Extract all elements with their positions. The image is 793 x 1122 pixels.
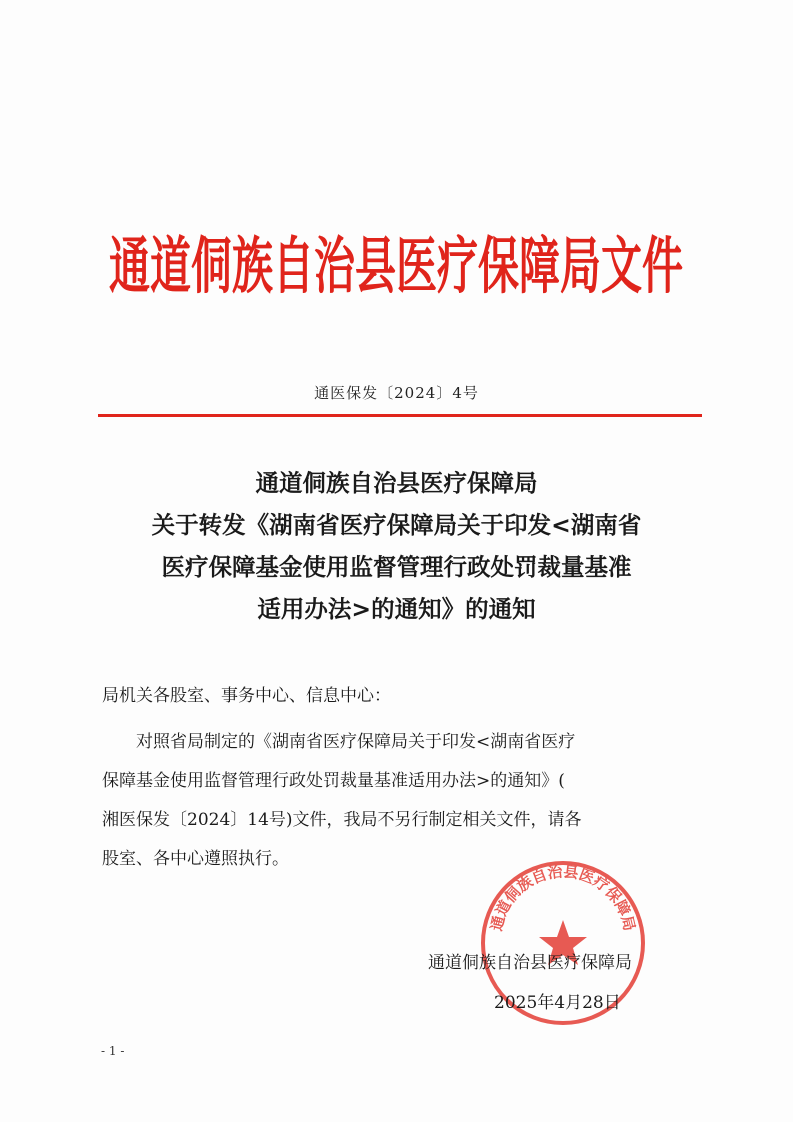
page-number: - 1 - [101, 1044, 125, 1058]
body-line: 股室、各中心遵照执行。 [102, 849, 289, 869]
body-paragraph [102, 723, 702, 879]
title-line: 通道侗族自治县医疗保障局 [255, 469, 538, 497]
signature-date: 2025年4月28日 [494, 993, 621, 1013]
document-number: 通医保发〔2024〕4号 [314, 384, 479, 402]
salutation: 局机关各股室、事务中心、信息中心： [102, 686, 391, 706]
body-line: 对照省局制定的《湖南省医疗保障局关于印发<湖南省医疗 [136, 732, 576, 752]
document-masthead: 通道侗族自治县医疗保障局文件 [109, 230, 683, 302]
title-line: 适用办法>的通知》的通知 [257, 595, 536, 623]
document-title [90, 462, 703, 630]
signature-organization: 通道侗族自治县医疗保障局 [428, 953, 632, 973]
body-line: 湘医保发〔2024〕14号)文件，我局不另行制定相关文件，请各 [102, 810, 582, 830]
masthead-divider [98, 414, 702, 417]
body-line: 保障基金使用监督管理行政处罚裁量基准适用办法>的通知》( [102, 771, 565, 791]
seal-text: 通道侗族自治县医疗保障局 [487, 862, 639, 933]
title-line: 医疗保障基金使用监督管理行政处罚裁量基准 [161, 553, 632, 581]
title-line: 关于转发《湖南省医疗保障局关于印发<湖南省 [151, 511, 642, 539]
